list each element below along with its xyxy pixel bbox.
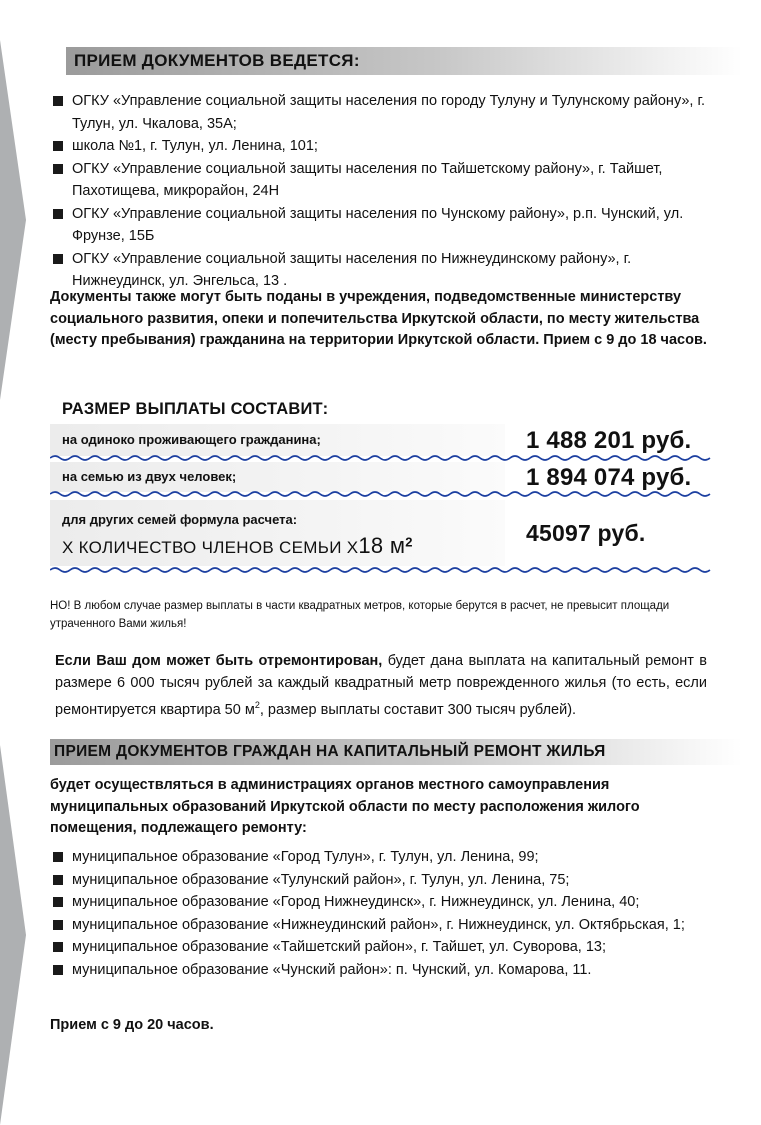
repair-intro: будет осуществляться в администрациях органов местного самоуправления муниципальных образований Иркутской области по месту расположения жилого помещения, подлежащего ремонту: (50, 777, 640, 836)
formula-area: 18 м (358, 533, 406, 558)
payment-label: на семью из двух человек; (62, 469, 237, 484)
wave-divider (50, 566, 712, 574)
list-item: муниципальное образование «Чунский район»: п. Чунский, ул. Комарова, 11. (50, 959, 710, 982)
municipality-list (50, 846, 710, 981)
section-heading-repair: ПРИЕМ ДОКУМЕНТОВ ГРАЖДАН НА КАПИТАЛЬНЫЙ РЕМОНТ ЖИЛЬЯ (50, 739, 742, 765)
payment-value: 45097 руб. (526, 520, 646, 546)
payment-row-formula (50, 500, 710, 566)
left-decor-triangle-bottom (0, 745, 26, 1125)
list-item: ОГКУ «Управление социальной защиты населения по Чунскому району», р.п. Чунский, ул. Фрунзе, 15Б (50, 203, 710, 248)
repair-lead: Если Ваш дом может быть отремонтирован, (55, 653, 383, 669)
payment-label: для других семей формула расчета: (62, 512, 298, 527)
list-item: ОГКУ «Управление социальной защиты населения по Тайшетскому району», г. Тайшет, Пахотищева, микрорайон, 24Н (50, 158, 710, 203)
payment-formula (62, 533, 413, 559)
payment-disclaimer: НО! В любом случае размер выплаты в части квадратных метров, которые берутся в расчет, не превысит площади утраченного Вами жилья! (50, 600, 670, 630)
repair-hours: Прием с 9 до 20 часов. (50, 1017, 214, 1033)
list-item: муниципальное образование «Тайшетский район», г. Тайшет, ул. Суворова, 13; (50, 936, 710, 959)
wave-divider (50, 454, 712, 462)
left-decor-triangle-top (0, 40, 26, 400)
office-list (50, 90, 710, 293)
formula-text: Х КОЛИЧЕСТВО ЧЛЕНОВ СЕМЬИ Х (62, 538, 359, 557)
list-item: ОГКУ «Управление социальной защиты населения по Нижнеудинскому району», г. Нижнеудинск, ул. Энгельса, 13 . (50, 248, 710, 293)
list-item: муниципальное образование «Город Нижнеудинск», г. Нижнеудинск, ул. Ленина, 40; (50, 891, 710, 914)
payment-label: на одиноко проживающего гражданина; (62, 432, 321, 447)
list-item: школа №1, г. Тулун, ул. Ленина, 101; (50, 135, 710, 158)
section-heading-documents: ПРИЕМ ДОКУМЕНТОВ ВЕДЕТСЯ: (66, 47, 742, 75)
wave-divider (50, 490, 712, 498)
payment-row-two (50, 462, 710, 492)
payment-heading: РАЗМЕР ВЫПЛАТЫ СОСТАВИТ: (62, 400, 329, 418)
payment-row-single (50, 424, 710, 456)
repair-paragraph (55, 650, 707, 721)
formula-exponent: 2 (405, 534, 413, 550)
list-item: ОГКУ «Управление социальной защиты населения по городу Тулуну и Тулунскому району», г. Тулун, ул. Чкалова, 35А; (50, 90, 710, 135)
repair-text-1: будет дана выплата на капитальный ремонт в размере 6 000 тысяч рублей за каждый квадратный метр поврежденного жилья (то есть, если ремонтируется квартира 50 м (55, 653, 708, 718)
list-item: муниципальное образование «Тулунский район», г. Тулун, ул. Ленина, 75; (50, 869, 710, 892)
repair-text-2: , размер выплаты составит 300 тысяч рублей). (259, 701, 577, 718)
list-item: муниципальное образование «Нижнеудинский район», г. Нижнеудинск, ул. Октябрьская, 1; (50, 914, 710, 937)
payment-value: 1 488 201 руб. (526, 427, 692, 454)
payment-value: 1 894 074 руб. (526, 464, 692, 491)
documents-note: Документы также могут быть поданы в учреждения, подведомственные министерству социального развития, опеки и попечительства Иркутской области, по месту жительства (месту пребывания) гражданина на территории Иркутской области. Прием с 9 до 18 часов. (50, 289, 707, 348)
repair-exponent: 2 (254, 700, 260, 710)
list-item: муниципальное образование «Город Тулун», г. Тулун, ул. Ленина, 99; (50, 846, 710, 869)
